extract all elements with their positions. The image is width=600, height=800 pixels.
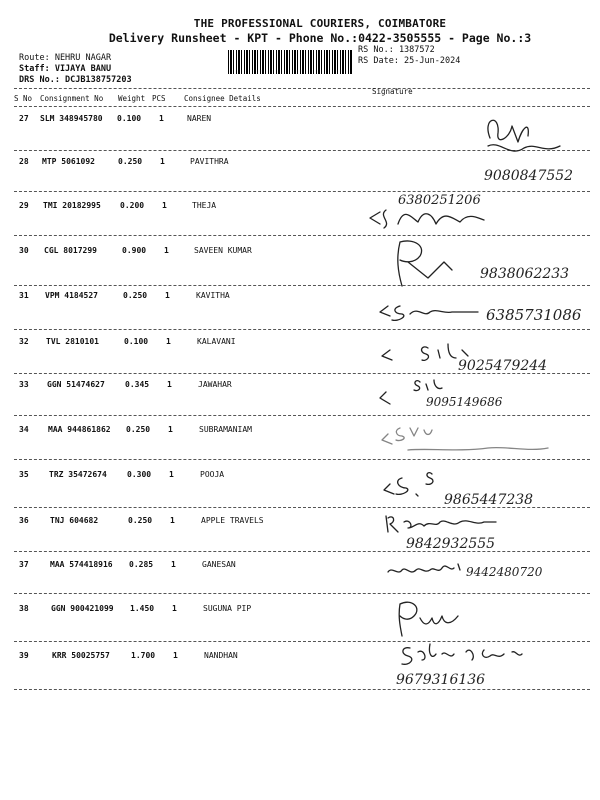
signature-image [392, 232, 588, 290]
row-pcs: 1 [172, 604, 177, 613]
row-consignee: JAWAHAR [198, 380, 232, 389]
row-weight: 0.250 [128, 516, 153, 525]
row-consignment: MTP 5061092 [42, 157, 95, 166]
row-consignee: THEJA [192, 201, 217, 210]
row-sno: 29 [19, 201, 29, 210]
row-consignment: KRR 50025757 [52, 651, 110, 660]
row-consignment: TVL 2810101 [46, 337, 99, 346]
row-pcs: 1 [167, 380, 172, 389]
row-pcs: 1 [166, 337, 171, 346]
row-consignee: APPLE TRAVELS [201, 516, 264, 525]
row-divider [14, 329, 590, 330]
row-sno: 36 [19, 516, 29, 525]
staff-label: Staff: VIJAYA BANU [19, 64, 112, 74]
row-consignment: TNJ 604682 [50, 516, 99, 525]
runsheet-subtitle: Delivery Runsheet - KPT - Phone No.:0422-3505555 - Page No.:3 [108, 31, 532, 45]
row-weight: 0.285 [129, 560, 154, 569]
company-title: THE PROFESSIONAL COURIERS, COIMBATORE [193, 17, 447, 30]
row-divider [14, 373, 590, 374]
row-consignee: NAREN [187, 114, 212, 123]
signature-image [380, 462, 580, 510]
row-sno: 28 [19, 157, 29, 166]
row-consignee: NANDHAN [204, 651, 238, 660]
row-weight: 0.250 [126, 425, 151, 434]
row-weight: 0.345 [125, 380, 150, 389]
signature-image [392, 596, 482, 640]
row-pcs: 1 [162, 201, 167, 210]
col-header-consignment: Consignment No [40, 94, 104, 103]
signature-image [368, 188, 508, 234]
signature-phone: 6380251206 [398, 193, 481, 208]
row-consignment: TRZ 35472674 [49, 470, 107, 479]
row-consignment: TMI 20182995 [43, 201, 101, 210]
header-rule-bottom [14, 106, 590, 107]
row-sno: 35 [19, 470, 29, 479]
row-pcs: 1 [164, 246, 169, 255]
row-consignment: GGN 51474627 [47, 380, 105, 389]
col-header-pcs: PCS [152, 94, 166, 103]
row-weight: 1.700 [131, 651, 156, 660]
row-consignee: KAVITHA [196, 291, 230, 300]
signature-image [378, 418, 578, 462]
col-header-weight: Weight [118, 94, 146, 103]
row-divider [14, 459, 590, 460]
signature-phone: 9842932555 [406, 536, 496, 552]
row-divider [14, 285, 590, 286]
row-consignment: CGL 8017299 [44, 246, 97, 255]
signature-phone: 9838062233 [480, 266, 570, 282]
row-weight: 1.450 [130, 604, 155, 613]
signature-image [378, 292, 590, 332]
signature-image [380, 508, 580, 556]
row-pcs: 1 [160, 157, 165, 166]
row-pcs: 1 [170, 516, 175, 525]
signature-phone: 9442480720 [466, 565, 543, 579]
row-sno: 32 [19, 337, 29, 346]
row-pcs: 1 [165, 291, 170, 300]
signature-image [380, 554, 592, 590]
row-weight: 0.200 [120, 201, 145, 210]
row-sno: 30 [19, 246, 29, 255]
row-sno: 37 [19, 560, 29, 569]
row-weight: 0.250 [118, 157, 143, 166]
route-label: Route: NEHRU NAGAR [19, 53, 112, 63]
row-sno: 33 [19, 380, 29, 389]
row-pcs: 1 [173, 651, 178, 660]
signature-phone: 6385731086 [486, 306, 582, 324]
row-pcs: 1 [169, 470, 174, 479]
row-pcs: 1 [168, 425, 173, 434]
row-weight: 0.300 [127, 470, 152, 479]
row-weight: 0.100 [117, 114, 142, 123]
row-consignee: GANESAN [202, 560, 236, 569]
signature-image [394, 640, 574, 690]
row-consignment: VPM 4184527 [45, 291, 98, 300]
row-consignment: MAA 944861862 [48, 425, 111, 434]
barcode [228, 50, 352, 74]
signature-phone: 9095149686 [426, 395, 503, 409]
col-header-signature: Signature [372, 87, 413, 96]
col-header-consignee: Consignee Details [184, 94, 261, 103]
row-consignment: SLM 348945780 [40, 114, 103, 123]
row-sno: 27 [19, 114, 29, 123]
row-divider [14, 593, 590, 594]
header-rule-top [14, 88, 590, 89]
row-consignment: GGN 900421099 [51, 604, 114, 613]
signature-phone: 9679316136 [396, 672, 486, 688]
row-weight: 0.100 [124, 337, 149, 346]
signature-image [376, 376, 576, 416]
row-sno: 31 [19, 291, 29, 300]
row-sno: 34 [19, 425, 29, 434]
signature-image [480, 136, 590, 186]
rs-date: RS Date: 25-Jun-2024 [358, 56, 461, 66]
signature-phone: 9025479244 [458, 358, 548, 374]
drs-number: DRS No.: DCJB138757203 [19, 75, 132, 85]
row-weight: 0.900 [122, 246, 147, 255]
signature-phone: 9865447238 [444, 492, 534, 508]
row-consignee: KALAVANI [197, 337, 236, 346]
signature-phone: 9080847552 [484, 168, 574, 184]
row-consignee: SUGUNA PIP [203, 604, 252, 613]
row-consignee: SUBRAMANIAM [199, 425, 252, 434]
row-divider [14, 689, 590, 690]
row-pcs: 1 [171, 560, 176, 569]
row-consignee: SAVEEN KUMAR [194, 246, 252, 255]
row-sno: 39 [19, 651, 29, 660]
signature-image [378, 336, 590, 376]
row-consignee: PAVITHRA [190, 157, 229, 166]
col-header-sno: S No [14, 94, 33, 103]
rs-number: RS No.: 1387572 [358, 45, 435, 55]
row-weight: 0.250 [123, 291, 148, 300]
row-consignee: POOJA [200, 470, 225, 479]
row-sno: 38 [19, 604, 29, 613]
row-divider [14, 551, 590, 552]
row-pcs: 1 [159, 114, 164, 123]
row-divider [14, 415, 590, 416]
row-consignment: MAA 574418916 [50, 560, 113, 569]
